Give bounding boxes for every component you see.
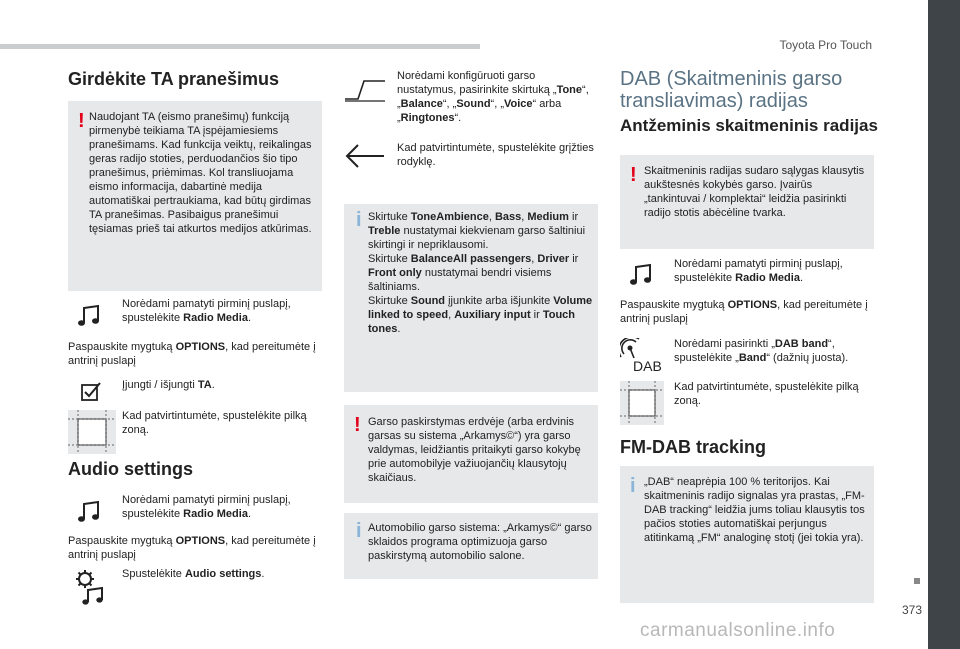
warning-text: Naudojant TA (eismo pranešimų) funkciją pirmenybė teikiama TA įspėjamiesiems pranešimams. Kad funkcija veiktų, reikalingas geras radijo stoties, perduodančios šio tipo pranešimus, priėmimas. Kol transliuojama eismo informacija, dabartinė medija automatiškai pertraukiama, kad būtų girdimas TA pranešimas. Pasibaigus pranešimui tęsiamas prieš tai atkurtos medijos atkūrimas. [89,111,312,235]
music-note-icon [628,262,656,288]
warning-box-arkamys [344,405,598,503]
ta-toggle: Įjungti / išjungti TA. [122,379,215,391]
audio-configure-tabs: Norėdami konfigūruoti garso nustatymus, pasirinkite skirtuką „Tone“, „Balance“, „Sound“, „Voice“ arba „Ringtones“. [397,70,589,124]
audio-tap-settings: Spustelėkite Audio settings. [122,568,265,580]
info-icon: i [356,520,362,542]
dab-confirm: Kad patvirtintumėte, spustelėkite pilką zoną. [674,381,859,407]
running-header: Toyota Pro Touch [779,38,872,52]
warning-box-ta [68,101,322,291]
grey-zone-icon [620,381,664,425]
audio-press-options: Paspauskite mygtuką OPTIONS, kad pereitumėte į antrinį puslapį [68,535,316,561]
dab-select-band: Norėdami pasirinkti „DAB band“, spustelėkite „Band“ (dažnių juosta). [674,338,849,364]
info-box-tabs [344,204,598,392]
page-number: 373 [901,603,922,617]
music-note-icon [76,303,104,329]
warning-icon: ! [354,414,361,436]
audio-settings-icon [74,568,106,608]
back-arrow-icon [344,143,386,169]
warning-dab-text: Skaitmeninis radijas sudaro sąlygas klausytis aukštesnės kokybės garso. Įvairūs „tankintuvai / komplektai“ leidžia pasirinkti radijo stotis abėcėline tvarka. [644,165,865,219]
dab-band-icon [620,338,666,374]
checkbox-icon [80,381,102,403]
dab-step-radio-media: Norėdami pamatyti pirminį puslapį, spustelėkite Radio Media. [674,258,843,284]
dab-press-options: Paspauskite mygtuką OPTIONS, kad pereitumėte į antrinį puslapį [620,299,868,325]
warning-box-dab [620,155,874,249]
ta-step-radio-media: Norėdami pamatyti pirminį puslapį, spustelėkite Radio Media. [122,298,291,324]
warning-arkamys-text: Garso paskirstymas erdvėje (arba erdvinis garsas su sistema „Arkamys©“) yra garso valdymas, leidžiantis pritaikyti garso kokybę prie automobilyje važiuojančių klausytojų skaičiaus. [368,416,581,484]
ta-press-options: Paspauskite mygtuką OPTIONS, kad pereitumėte į antrinį puslapį [68,341,316,367]
top-divider [0,44,480,49]
settings-tab-icon [344,78,386,102]
watermark: carmanualsonline.info [640,620,836,641]
section-end-mark [914,578,920,584]
audio-step-radio-media: Norėdami pamatyti pirminį puslapį, spustelėkite Radio Media. [122,494,291,520]
heading-terrestrial-digital: Antžeminis skaitmeninis radijas [620,116,878,135]
dab-icon-label: DAB [633,358,662,374]
info-icon: i [356,209,362,231]
music-note-icon [76,499,104,525]
info-tabs-text: Skirtuke ToneAmbience, Bass, Medium ir Treble nustatymai kiekvienam garso šaltiniui skirtingi ir nepriklausomi. Skirtuke BalanceAll passengers, Driver ir Front only nustatymai bendri visiems šaltiniams. Skirtuke Sound įjunkite arba išjunkite Volume linked to speed, Auxiliary input ir Touch tones. [368,211,593,335]
heading-fm-dab-tracking: FM-DAB tracking [620,437,767,457]
heading-ta: Girdėkite TA pranešimus [68,69,280,89]
info-fm-dab-text: „DAB“ neaprėpia 100 % teritorijos. Kai skaitmeninis radijo signalas yra prastas, „FM-DAB tracking“ leidžia jums toliau klausytis tos pačios stoties automatiškai perjungus atitinkamą „FM“ analoginę stotį (jei tokia yra). [644,476,865,544]
audio-back-confirm: Kad patvirtintumėte, spustelėkite grįžties rodyklę. [397,142,594,168]
ta-confirm: Kad patvirtintumėte, spustelėkite pilką zoną. [122,410,307,436]
warning-icon: ! [78,110,85,132]
heading-dab: DAB (Skaitmeninis garso transliavimas) radijas [620,68,843,112]
grey-zone-icon [68,410,116,454]
heading-audio-settings: Audio settings [68,459,193,479]
info-box-arkamys [344,513,598,579]
info-arkamys-text: Automobilio garso sistema: „Arkamys©“ garso sklaidos programa optimizuoja garso paskirstymą automobilio salone. [368,522,592,562]
info-icon: i [630,475,636,497]
page-edge-bar [928,0,960,649]
info-box-fm-dab [620,466,874,603]
warning-icon: ! [630,164,637,186]
